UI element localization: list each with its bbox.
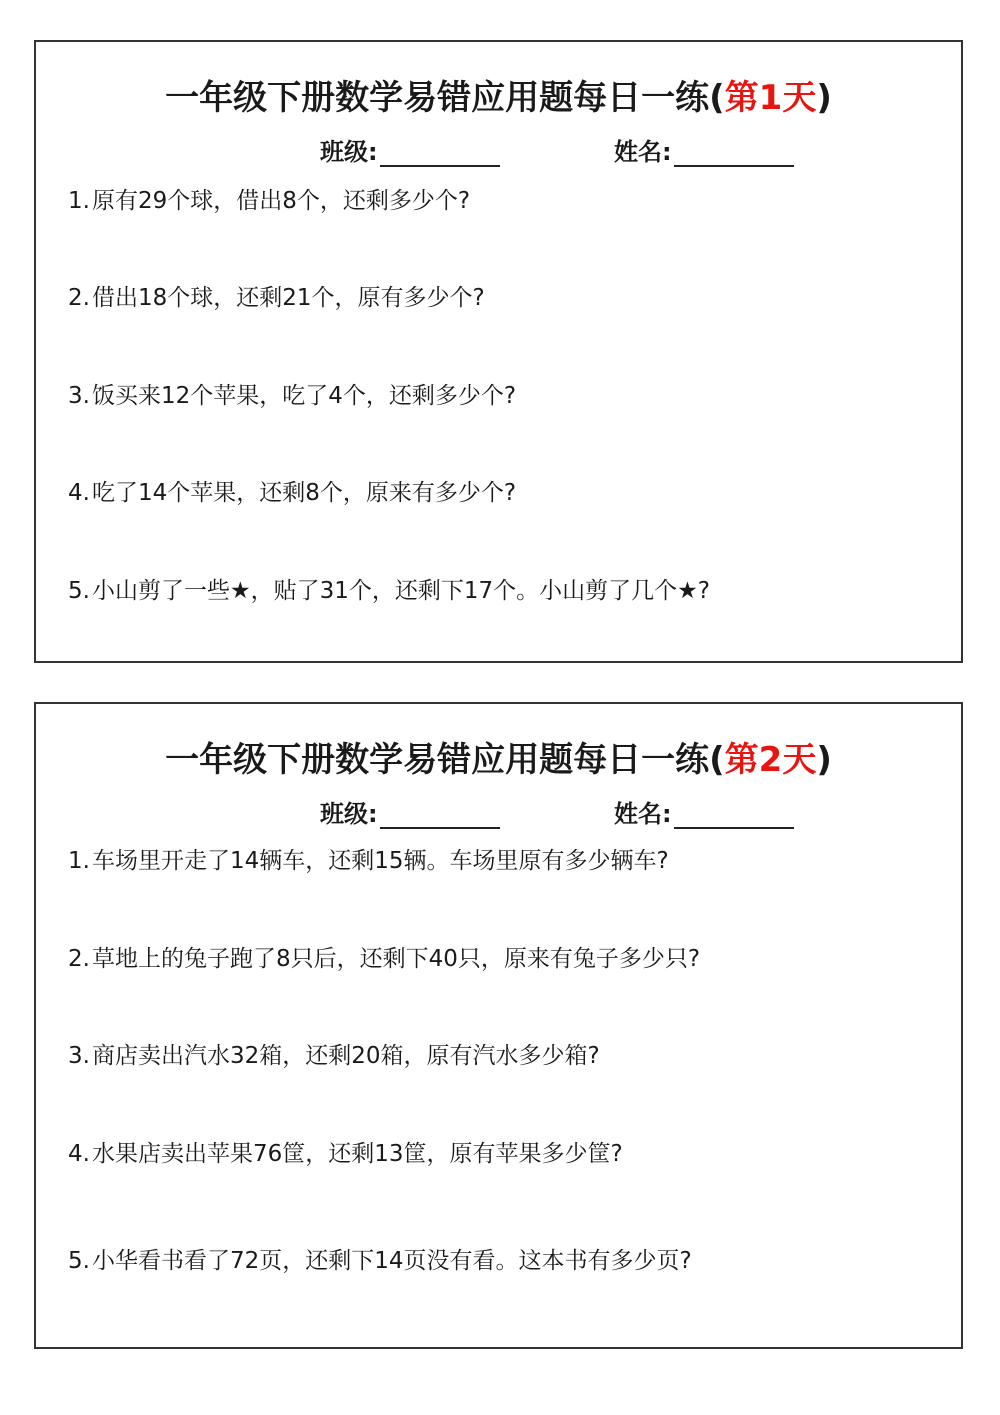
title-main: 一年级下册数学易错应用题每日一练(	[165, 740, 725, 780]
question-item	[68, 1244, 692, 1278]
question-item	[68, 184, 470, 218]
question-item	[68, 1137, 623, 1171]
name-blank[interactable]	[674, 143, 794, 167]
title-day: 第1天	[724, 78, 817, 118]
question-item	[68, 476, 516, 510]
title-main: 一年级下册数学易错应用题每日一练(	[165, 78, 725, 118]
question-text: 借出18个球，还剩21个，原有多少个?	[91, 285, 485, 311]
question-item	[68, 281, 485, 315]
question-number: 4.	[68, 1141, 90, 1167]
class-blank[interactable]	[380, 805, 500, 829]
question-number: 1.	[68, 188, 90, 214]
question-number: 2.	[68, 285, 90, 311]
question-text: 小山剪了一些★，贴了31个，还剩下17个。小山剪了几个★?	[91, 578, 710, 604]
name-blank[interactable]	[674, 805, 794, 829]
class-field	[320, 132, 500, 167]
question-item	[68, 1039, 600, 1073]
student-info-row	[36, 132, 961, 164]
name-field	[614, 794, 794, 829]
question-text: 草地上的兔子跑了8只后，还剩下40只，原来有兔子多少只?	[91, 946, 701, 972]
name-field	[614, 132, 794, 167]
question-item	[68, 844, 669, 878]
worksheet-day-1	[34, 40, 963, 663]
question-text: 小华看书看了72页，还剩下14页没有看。这本书有多少页?	[91, 1248, 692, 1274]
name-label: 姓名:	[614, 800, 672, 828]
question-text: 饭买来12个苹果，吃了4个，还剩多少个?	[91, 383, 517, 409]
question-number: 4.	[68, 480, 90, 506]
question-item	[68, 379, 516, 413]
question-number: 3.	[68, 383, 90, 409]
title-close: )	[816, 740, 832, 780]
title-day: 第2天	[724, 740, 817, 780]
worksheet-title	[36, 732, 961, 781]
question-number: 3.	[68, 1043, 90, 1069]
question-item	[68, 574, 710, 608]
class-label: 班级:	[320, 138, 378, 166]
question-number: 5.	[68, 578, 90, 604]
question-item	[68, 942, 700, 976]
student-info-row	[36, 794, 961, 826]
question-number: 2.	[68, 946, 90, 972]
class-field	[320, 794, 500, 829]
name-label: 姓名:	[614, 138, 672, 166]
question-text: 商店卖出汽水32箱，还剩20箱，原有汽水多少箱?	[91, 1043, 600, 1069]
question-number: 5.	[68, 1248, 90, 1274]
question-number: 1.	[68, 848, 90, 874]
worksheet-day-2	[34, 702, 963, 1349]
question-text: 原有29个球，借出8个，还剩多少个?	[91, 188, 471, 214]
question-text: 水果店卖出苹果76筐，还剩13筐，原有苹果多少筐?	[91, 1141, 623, 1167]
worksheet-title	[36, 70, 961, 119]
class-blank[interactable]	[380, 143, 500, 167]
title-close: )	[816, 78, 832, 118]
question-text: 车场里开走了14辆车，还剩15辆。车场里原有多少辆车?	[91, 848, 669, 874]
class-label: 班级:	[320, 800, 378, 828]
question-text: 吃了14个苹果，还剩8个，原来有多少个?	[91, 480, 517, 506]
